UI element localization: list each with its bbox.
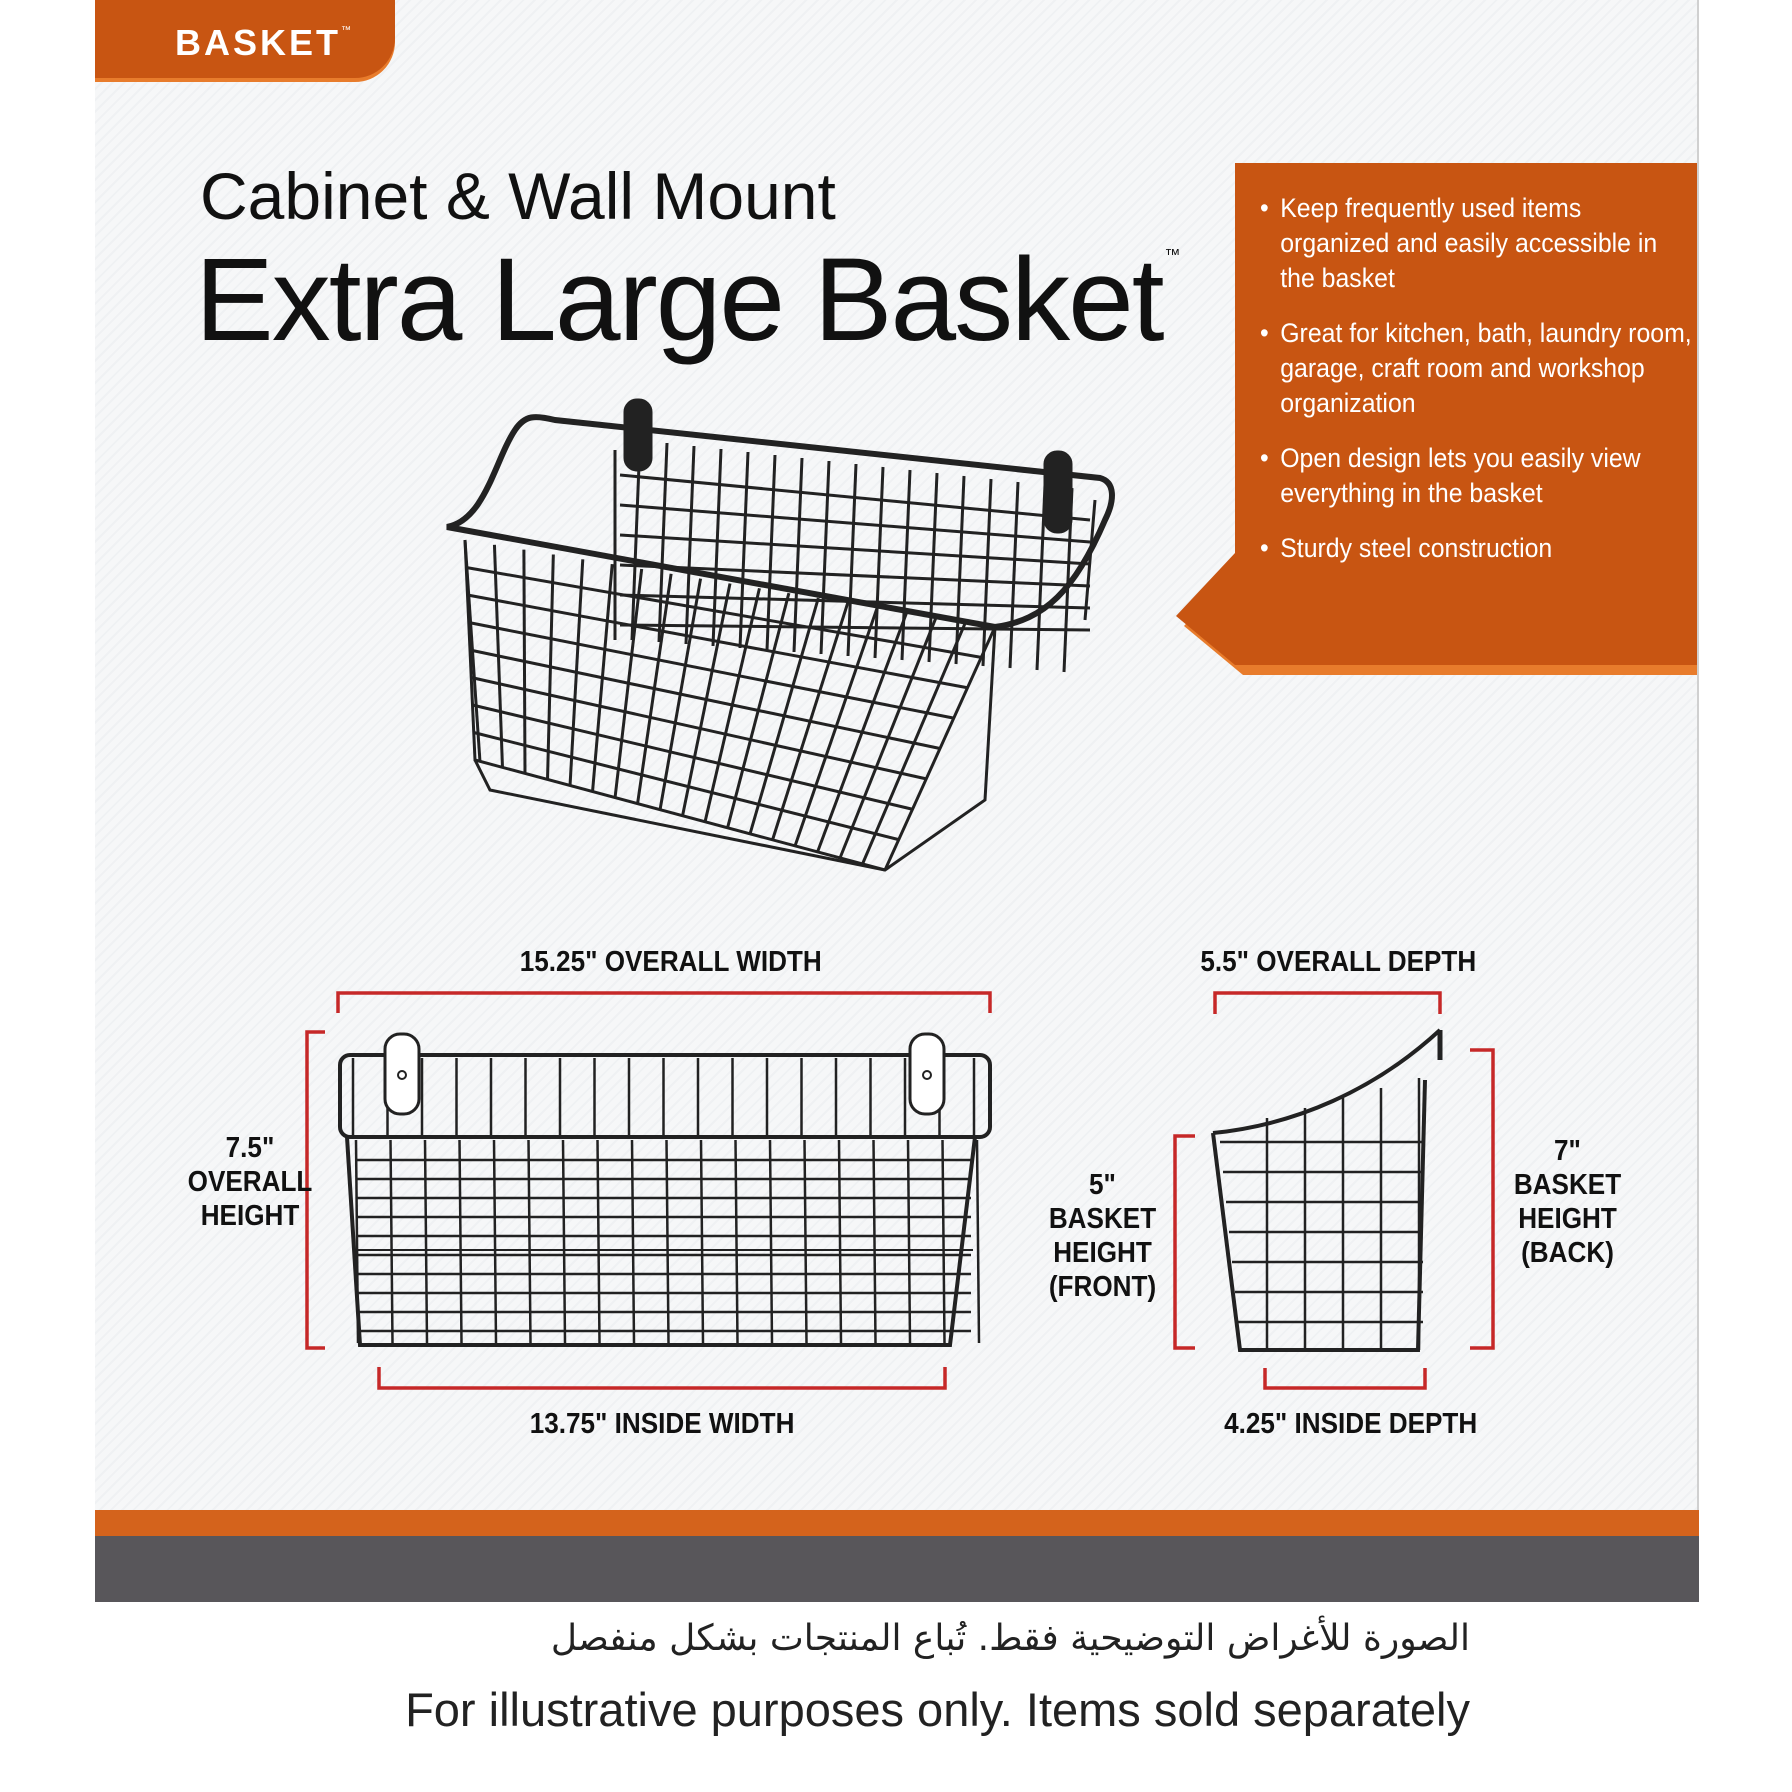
overall-depth-label: 5.5" OVERALL DEPTH	[1200, 946, 1477, 978]
trademark-mark: ™	[1164, 247, 1179, 264]
overall-width-label: 15.25" OVERALL WIDTH	[519, 946, 822, 978]
feature-item: • Keep frequently used items organized and easily accessible in the basket	[1260, 191, 1692, 296]
front-height-line: (FRONT)	[1048, 1271, 1157, 1303]
overall-height-label	[178, 1131, 322, 1233]
feature-item: • Open design lets you easily view everything in the basket	[1260, 441, 1692, 511]
product-info-panel	[95, 0, 1699, 1510]
back-height-label	[1502, 1134, 1633, 1270]
basket-front-view-icon	[95, 0, 1697, 1510]
feature-item: • Great for kitchen, bath, laundry room, garage, craft room and workshop organization	[1260, 316, 1692, 421]
product-title: Extra Large Basket ™	[195, 234, 1179, 366]
front-height-line: BASKET	[1048, 1203, 1157, 1235]
footer-bar	[95, 1536, 1699, 1602]
back-height-line: (BACK)	[1521, 1237, 1614, 1269]
brand-label: BASKET™	[175, 22, 355, 63]
front-height-value: 5"	[1089, 1169, 1116, 1201]
overall-height-line: OVERALL	[187, 1166, 313, 1198]
back-height-line: BASKET	[1513, 1169, 1622, 1201]
back-height-line: HEIGHT	[1518, 1203, 1617, 1235]
feature-item: • Sturdy steel construction	[1260, 531, 1692, 566]
front-height-label	[1037, 1168, 1168, 1304]
disclaimer-english: For illustrative purposes only. Items sold separately	[405, 1683, 1470, 1736]
product-subtitle: Cabinet & Wall Mount	[200, 159, 836, 233]
disclaimer-arabic: الصورة للأغراض التوضيحية فقط. تُباع المنتجات بشكل منفصل	[550, 1618, 1470, 1659]
inside-width-label: 13.75" INSIDE WIDTH	[529, 1408, 795, 1440]
inside-depth-label: 4.25" INSIDE DEPTH	[1224, 1408, 1478, 1440]
front-height-line: HEIGHT	[1053, 1237, 1152, 1269]
back-height-value: 7"	[1554, 1135, 1581, 1167]
overall-height-value: 7.5"	[225, 1132, 275, 1164]
overall-height-line: HEIGHT	[200, 1200, 300, 1232]
footer-accent-stripe	[95, 1510, 1699, 1536]
